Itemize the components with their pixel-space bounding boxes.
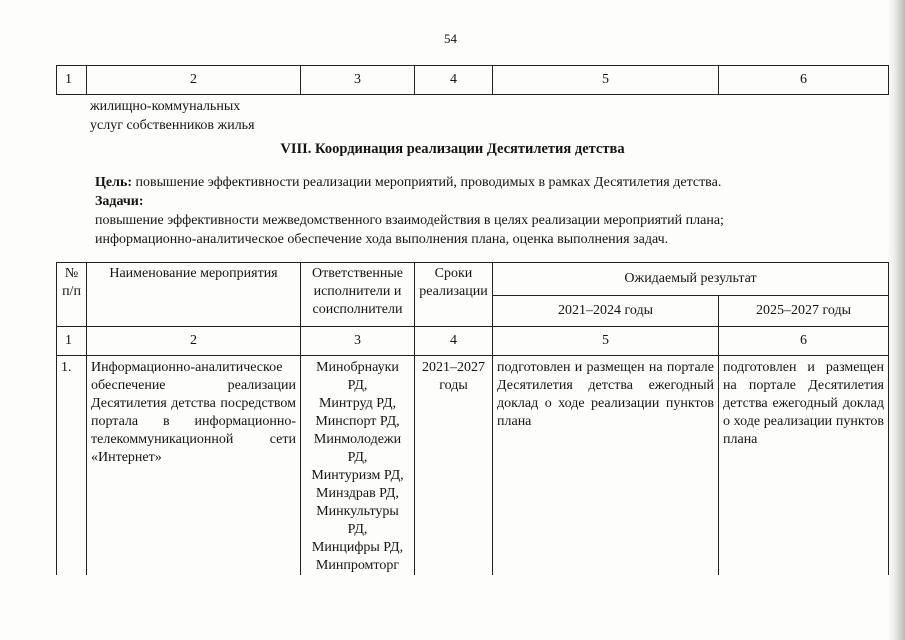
page-edge-shadow (887, 0, 905, 640)
header-num: № п/п (57, 263, 87, 327)
goal-label: Цель: (95, 175, 133, 190)
row-terms: 2021–2027 годы (415, 356, 493, 576)
column-number-cell: 6 (719, 66, 889, 95)
page-number: 54 (444, 31, 457, 46)
executor-line: Минцифры РД, (311, 540, 404, 555)
continuation-line: услуг собственников жилья (90, 118, 255, 133)
executor-line: Минтуризм РД, (311, 468, 404, 483)
table-row (57, 356, 889, 576)
column-number-cell: 4 (415, 66, 493, 95)
plan-table (56, 262, 889, 575)
continuation-line: жилищно-коммунальных (90, 99, 241, 114)
column-number-cell: 1 (57, 66, 87, 95)
executor-line: Минздрав РД, (316, 486, 399, 501)
column-number-cell: 1 (57, 327, 87, 356)
continuation-table-number-row (56, 65, 889, 95)
tasks-label: Задачи: (95, 194, 144, 209)
header-terms: Сроки реализации (415, 263, 493, 327)
task-line: информационно-аналитическое обеспечение хода выполнения плана, оценка выполнения задач. (95, 232, 669, 247)
executor-line: Минмолодежи РД, (313, 432, 402, 465)
section-title: VIII. Координация реализации Десятилетия детства (280, 141, 625, 157)
goal-text: повышение эффективности реализации мероприятий, проводимых в рамках Десятилетия детства. (132, 175, 722, 190)
header-period-2021-2024: 2021–2024 годы (493, 296, 719, 327)
column-number-cell: 5 (493, 66, 719, 95)
goals-and-tasks (95, 173, 885, 249)
header-result: Ожидаемый результат (493, 263, 889, 296)
table-header-row (57, 263, 889, 296)
executor-line: Минпромторг (315, 558, 400, 573)
header-period-2025-2027: 2025–2027 годы (719, 296, 889, 327)
header-executors: Ответственные исполнители и соисполнители (301, 263, 415, 327)
column-number-cell: 2 (87, 327, 301, 356)
header-name: Наименование мероприятия (87, 263, 301, 327)
row-result-2025-2027: подготовлен и размещен на портале Десятилетия детства ежегодный доклад о ходе реализации пунктов плана (719, 356, 889, 576)
column-number-cell: 3 (301, 66, 415, 95)
column-number-cell: 4 (415, 327, 493, 356)
continuation-text (90, 97, 255, 135)
row-result-2021-2024: подготовлен и размещен на портале Десятилетия детства ежегодный доклад о ходе реализации пунктов плана (493, 356, 719, 576)
executor-line: Минобрнауки РД, (316, 360, 399, 393)
executor-line: Минкультуры РД, (316, 504, 399, 537)
row-num: 1. (57, 356, 87, 576)
row-executors (301, 356, 415, 576)
column-number-cell: 5 (493, 327, 719, 356)
executor-line: Минтруд РД, (318, 396, 397, 411)
column-number-cell: 3 (301, 327, 415, 356)
table-row (57, 66, 889, 95)
table-number-row (57, 327, 889, 356)
column-number-cell: 2 (87, 66, 301, 95)
column-number-cell: 6 (719, 327, 889, 356)
task-line: повышение эффективности межведомственного взаимодействия в целях реализации мероприятий плана; (95, 213, 724, 228)
executor-line: Минспорт РД, (315, 414, 400, 429)
row-name: Информационно-аналитическое обеспечение реализации Десятилетия детства посредством портала в информационно-телекоммуникационной сети «Интернет» (87, 356, 301, 576)
goal-line (95, 173, 885, 192)
